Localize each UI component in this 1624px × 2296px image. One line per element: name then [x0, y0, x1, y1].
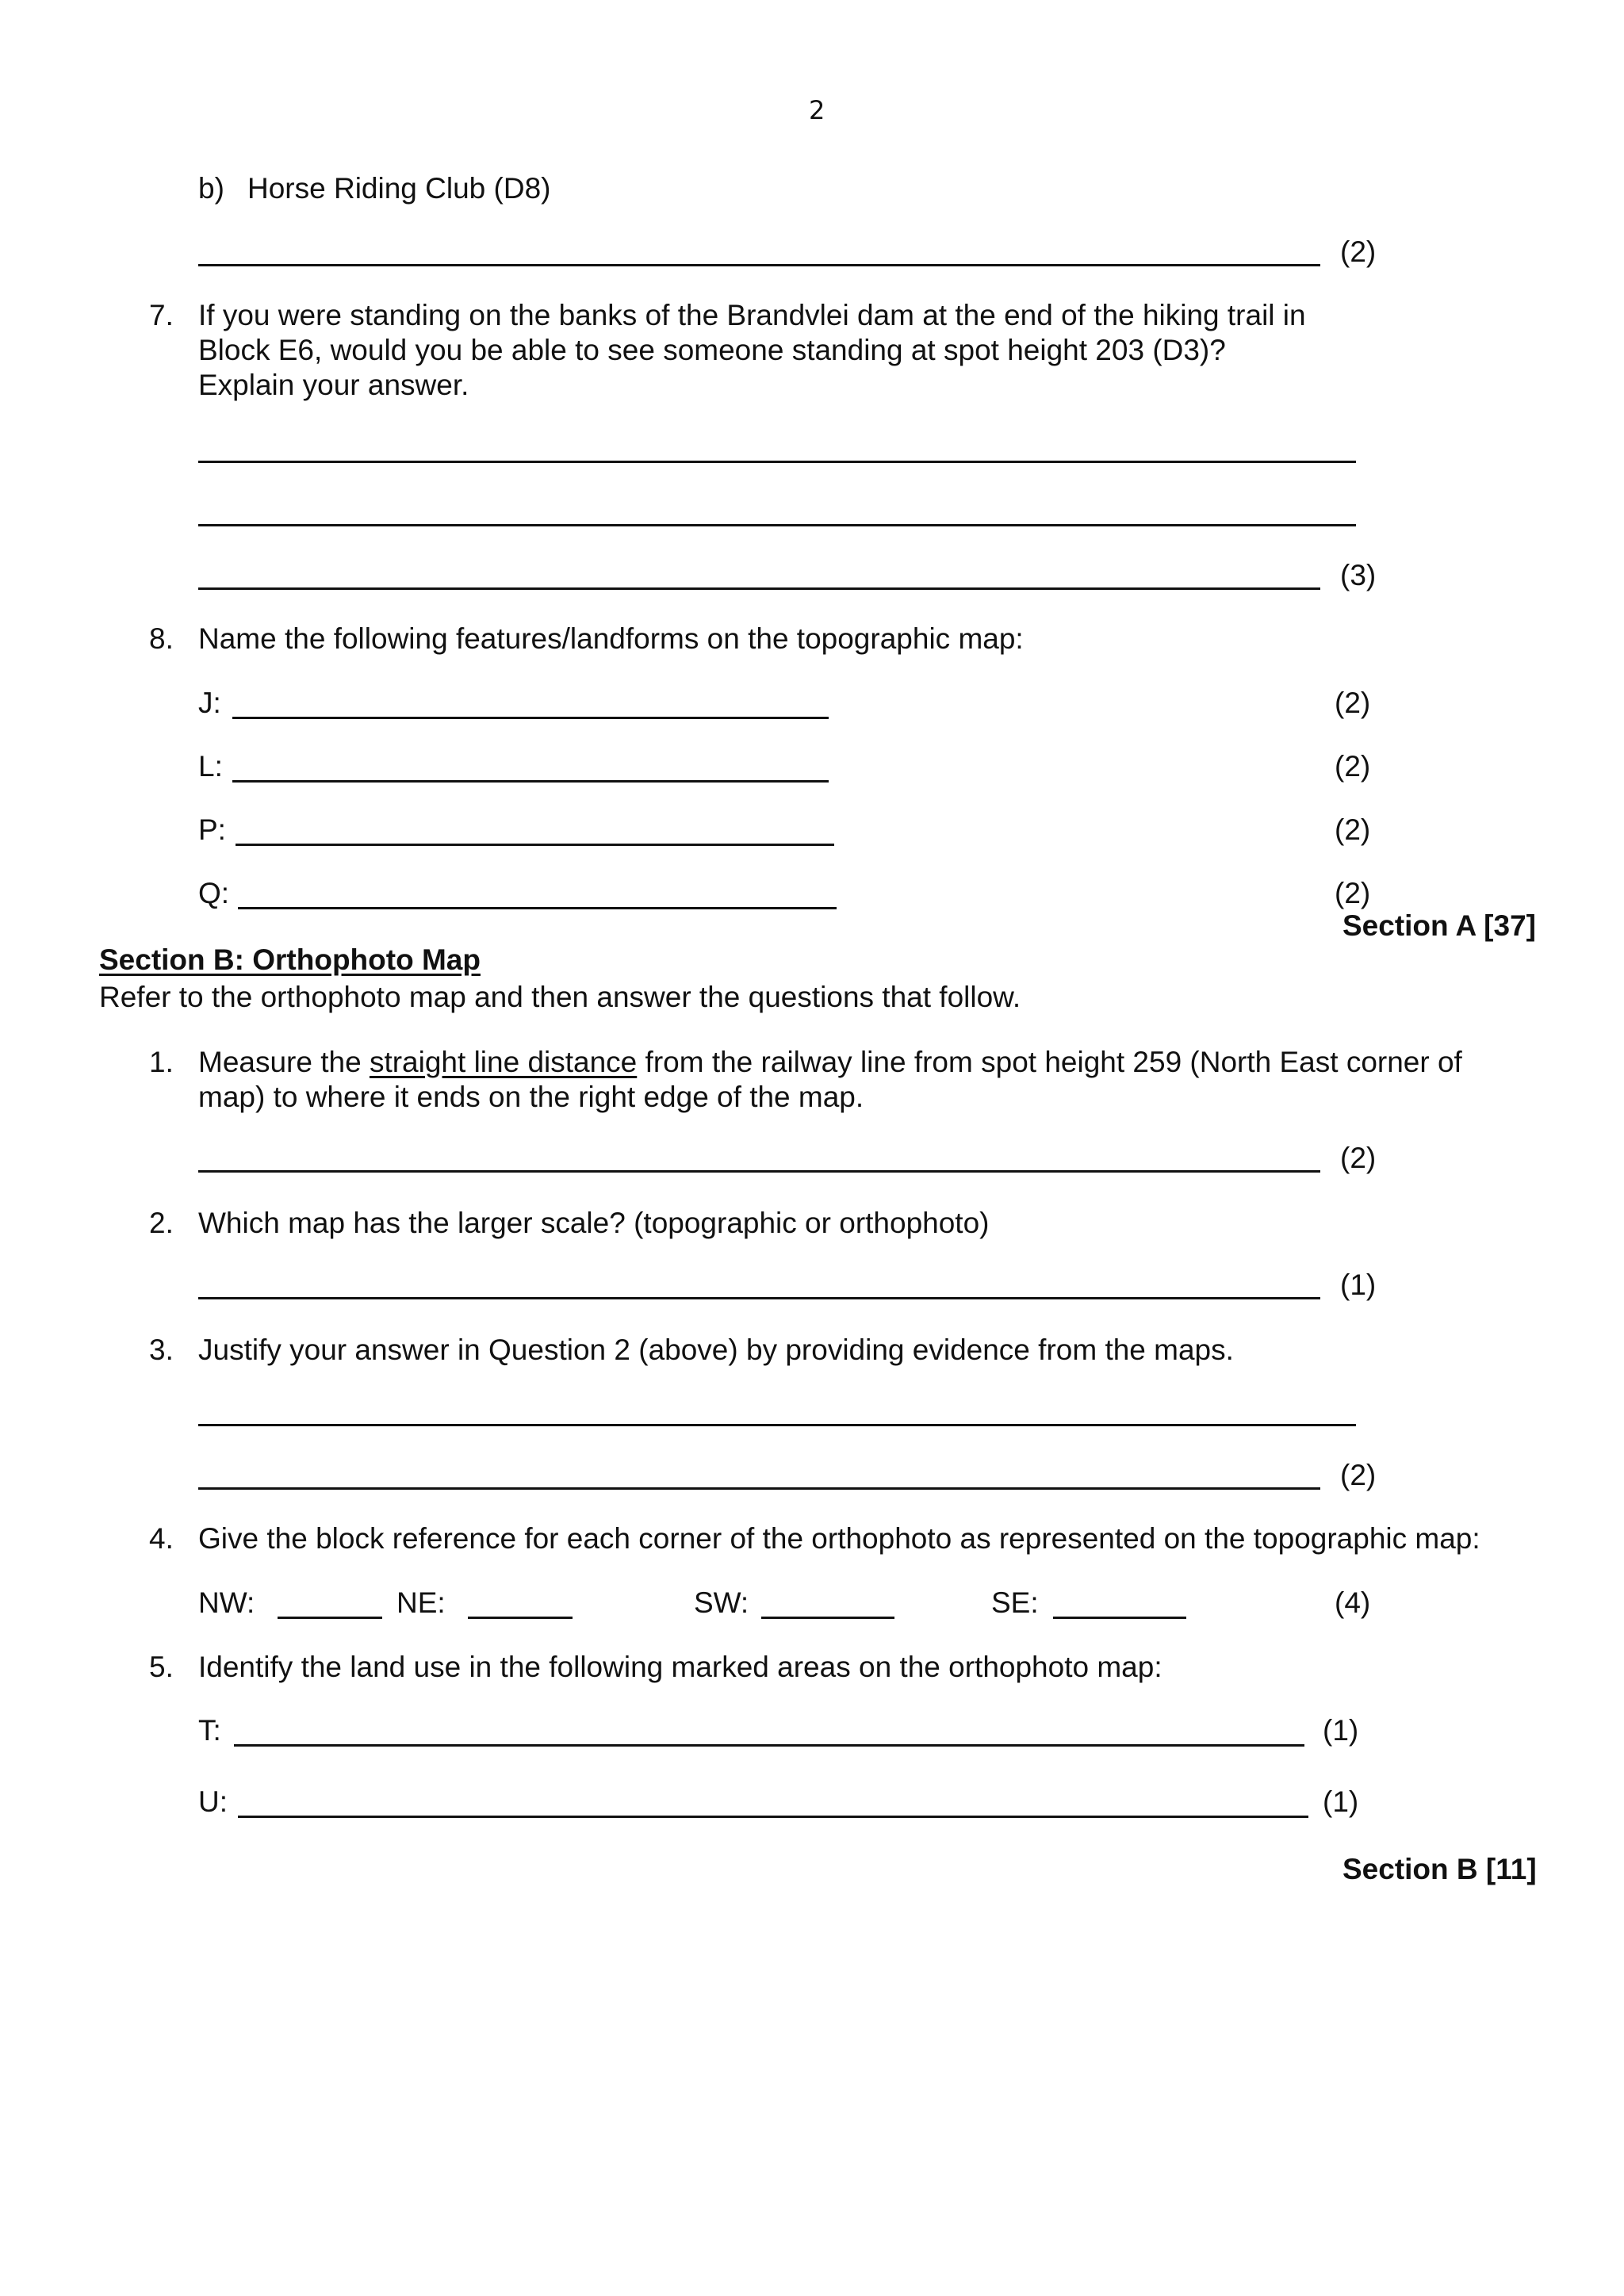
question-number: 3.: [149, 1334, 174, 1366]
ne-answer-line[interactable]: [468, 1617, 573, 1619]
marks: (2): [1335, 687, 1371, 719]
q8-label-q: Q:: [198, 877, 230, 909]
t-label: T:: [198, 1714, 221, 1747]
answer-line[interactable]: [198, 1487, 1320, 1490]
answer-line[interactable]: [198, 1424, 1356, 1426]
b-q1-line1: [198, 1044, 1462, 1081]
q7-line2: Block E6, would you be able to see someone standing at spot height 203 (D3)?: [198, 334, 1226, 366]
se-answer-line[interactable]: [1053, 1617, 1186, 1619]
marks: (2): [1340, 235, 1377, 268]
marks: (2): [1335, 877, 1371, 909]
answer-line[interactable]: [198, 1297, 1320, 1299]
marks: (2): [1340, 1142, 1377, 1174]
b-q2-text: Which map has the larger scale? (topographic or orthophoto): [198, 1207, 990, 1239]
question-number: 5.: [149, 1651, 174, 1683]
answer-line[interactable]: [198, 461, 1356, 463]
nw-label: NW:: [198, 1586, 255, 1619]
q6b-letter: b): [198, 172, 224, 205]
q8-label-l: L:: [198, 750, 223, 783]
ne-label: NE:: [396, 1586, 446, 1619]
marks: (1): [1323, 1785, 1359, 1818]
answer-line[interactable]: [238, 1816, 1308, 1818]
sw-label: SW:: [694, 1586, 749, 1619]
question-number: 7.: [149, 299, 174, 331]
b-q1-underlined: straight line distance: [369, 1046, 638, 1078]
answer-line[interactable]: [198, 587, 1320, 590]
q6b-text: Horse Riding Club (D8): [247, 172, 551, 205]
answer-line[interactable]: [238, 907, 837, 909]
section-b-intro: Refer to the orthophoto map and then answer the questions that follow.: [99, 981, 1021, 1013]
marks: (1): [1340, 1269, 1377, 1301]
answer-line[interactable]: [232, 717, 829, 719]
nw-answer-line[interactable]: [278, 1617, 382, 1619]
q7-line3: Explain your answer.: [198, 369, 469, 401]
marks: (1): [1323, 1714, 1359, 1747]
question-number: 2.: [149, 1207, 174, 1239]
q8-label-p: P:: [198, 813, 226, 846]
section-b-total: Section B [11]: [1342, 1853, 1537, 1885]
marks: (2): [1340, 1459, 1377, 1491]
question-number: 8.: [149, 622, 174, 655]
marks: (4): [1335, 1586, 1371, 1619]
answer-line[interactable]: [232, 780, 829, 783]
b-q5-text: Identify the land use in the following marked areas on the orthophoto map:: [198, 1651, 1162, 1683]
q8-text: Name the following features/landforms on the topographic map:: [198, 622, 1024, 655]
question-number: 4.: [149, 1522, 174, 1555]
section-a-total: Section A [37]: [1342, 909, 1536, 942]
b-q3-text: Justify your answer in Question 2 (above) by providing evidence from the maps.: [198, 1334, 1234, 1366]
se-label: SE:: [991, 1586, 1039, 1619]
b-q1-post: from the railway line from spot height 259 (North East corner of: [637, 1046, 1462, 1078]
answer-line[interactable]: [198, 524, 1356, 526]
page-number: 2: [809, 95, 825, 125]
q8-label-j: J:: [198, 687, 221, 719]
section-b-heading: Section B: Orthophoto Map: [99, 943, 481, 976]
answer-line[interactable]: [198, 264, 1320, 266]
u-label: U:: [198, 1785, 228, 1818]
answer-line[interactable]: [234, 1744, 1304, 1747]
marks: (2): [1335, 813, 1371, 846]
b-q1-line2: map) to where it ends on the right edge of the map.: [198, 1081, 864, 1113]
sw-answer-line[interactable]: [761, 1617, 894, 1619]
answer-line[interactable]: [236, 844, 834, 846]
b-q1-pre: Measure the: [198, 1046, 370, 1078]
marks: (3): [1340, 559, 1377, 591]
marks: (2): [1335, 750, 1371, 783]
answer-line[interactable]: [198, 1170, 1320, 1173]
question-number: 1.: [149, 1046, 174, 1078]
b-q4-text: Give the block reference for each corner of the orthophoto as represented on the topographic map:: [198, 1522, 1480, 1555]
q7-line1: If you were standing on the banks of the Brandvlei dam at the end of the hiking trail in: [198, 299, 1306, 331]
